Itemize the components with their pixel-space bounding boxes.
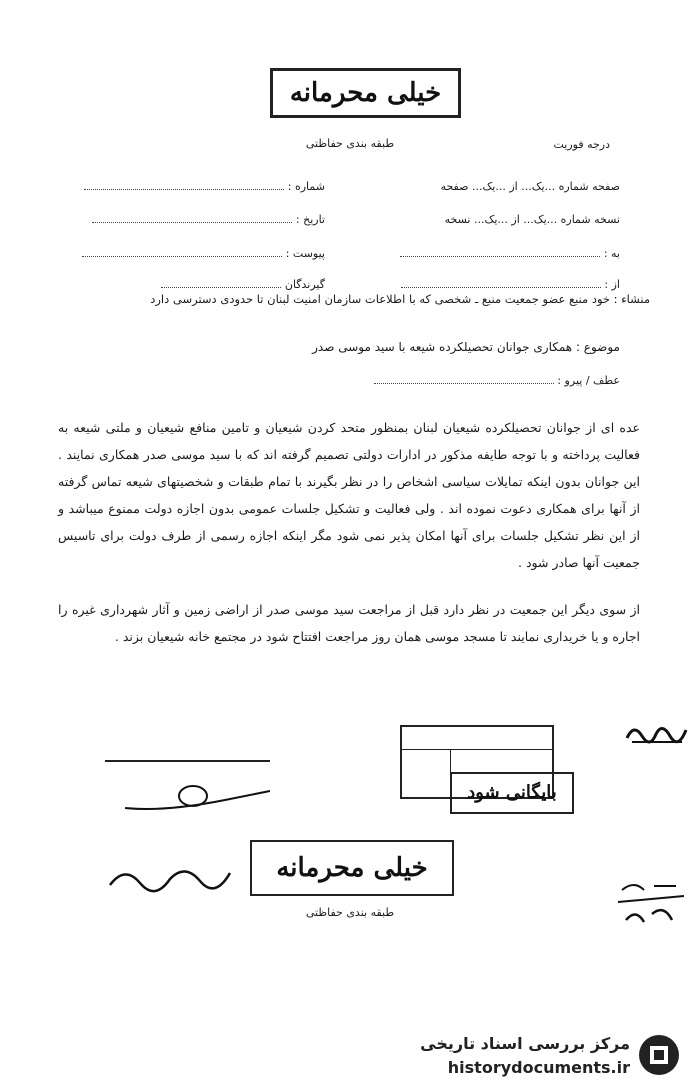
subject-line: موضوع : همکاری جوانان تحصیلکرده شیعه با سید موسی صدر: [312, 340, 620, 354]
to-field: [380, 247, 620, 260]
number-field: [60, 180, 325, 193]
classification-caption: طبقه بندی حفاظتی: [305, 137, 395, 150]
from-label: از :: [604, 278, 620, 291]
watermark-logo-icon: [638, 1034, 680, 1076]
margin-number-scribble: [614, 870, 689, 940]
recipients-label: گیرندگان: [284, 278, 325, 291]
urgency-label: درجه فوریت: [553, 138, 610, 151]
archive-stamp: بایگانی شود: [450, 772, 574, 814]
signature-scribble: [622, 718, 692, 748]
following-field: [360, 374, 620, 387]
classification-stamp: خیلی محرمانه: [270, 68, 461, 118]
bottom-classification-caption: طبقه بندی حفاظتی: [305, 906, 395, 919]
watermark-url: historydocuments.ir: [447, 1058, 630, 1077]
attachment-label: پیوست :: [285, 247, 325, 260]
bottom-classification-stamp: خیلی محرمانه: [250, 840, 454, 896]
handwritten-signature-2: [105, 855, 235, 895]
handwritten-note-box: [105, 760, 270, 822]
attachment-field: [60, 247, 325, 260]
body-paragraph-2: از سوی دیگر این جمعیت در نظر دارد قبل از مراجعت سید موسی صدر از اراضی زمین و آثار شهرداری غیره را اجاره و یا خریداری نمایند تا مسجد موسی همان روز مراجعت افتتاح شود در مجتمع خانه شیعیان بزند .: [58, 602, 640, 644]
copy-field: نسخه شماره ...یک... از ...یک... نسخه: [444, 213, 620, 226]
body-paragraph-1: عده ای از جوانان تحصیلکرده شیعیان لبنان بمنظور متحد کردن شیعیان و تامین منافع شیعیان و ملتی شیعه به فعالیت پرداخته و با توجه طایفه مذکور در ادارات دولتی تصمیم گرفته اند که با سید موسی صدر همکاری نمایند . این جوانان بدون اینکه تمایلات سیاسی اشخاص را در نظر بگیرند با تمام طبقات و شخصیتهای شیعه تماس گرفته از آنها برای همکاری دعوت نموده اند . ولی فعالیت و تشکیل جلسات عمومی بدون اجازه دولت ممنوع میباشد و از این نظر تشکیل جلسات برای آنها امکان پذیر نمی شود مگر اینکه اجازه رسمی از طرف دولت برای تاسیس جمعیت آنها صادر شود .: [58, 420, 640, 570]
page-field: صفحه شماره ...یک... از ...یک... صفحه: [440, 180, 620, 193]
source-line: منشاء : خود منبع عضو جمعیت منبع ـ شخصی که با اطلاعات سازمان امنیت لبنان تا حدودی دسترسی دارد: [150, 292, 650, 306]
date-label: تاریخ :: [295, 213, 325, 226]
following-label: عطف / پیرو :: [557, 374, 620, 387]
watermark-title: مرکز بررسی اسناد تاریخی: [420, 1034, 630, 1053]
to-label: به :: [603, 247, 620, 260]
number-label: شماره :: [287, 180, 325, 193]
date-field: [60, 213, 325, 226]
